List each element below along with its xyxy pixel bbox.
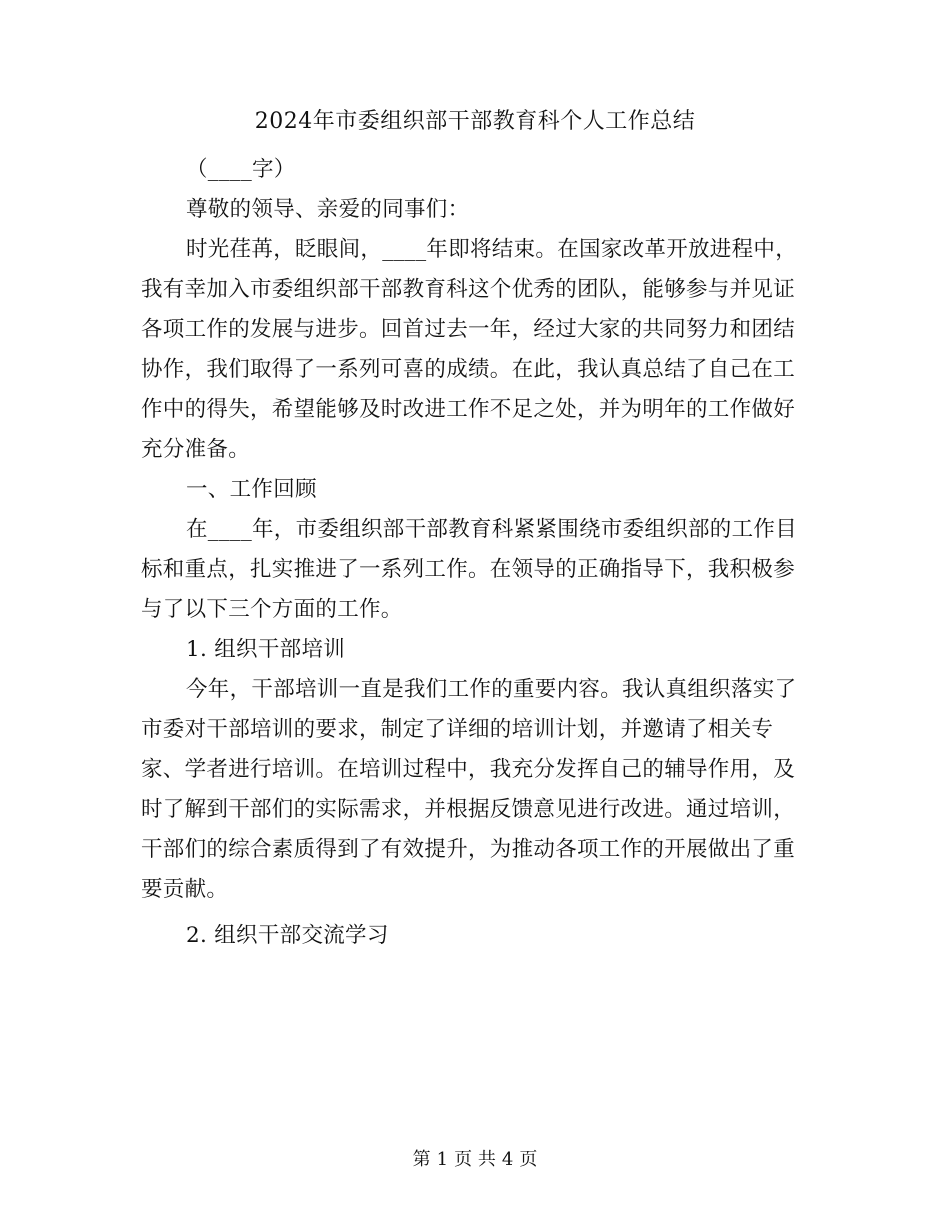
intro-paragraph: 时光荏苒，眨眼间，____年即将结束。在国家改革开放进程中，我有幸加入市委组织部干部教育科这个优秀的团队，能够参与并见证各项工作的发展与进步。回首过去一年，经过大家的共同努力和团结协作，我们取得了一系列可喜的成绩。在此，我认真总结了自己在工作中的得失，希望能够及时改进工作不足之处，并为明年的工作做好充分准备。	[141, 237, 798, 462]
subheading-training: 1. 组织干部培训	[186, 637, 346, 662]
document-body	[141, 150, 801, 956]
review-paragraph: 在____年，市委组织部干部教育科紧紧围绕市委组织部的工作目标和重点，扎实推进了一系列工作。在领导的正确指导下，我积极参与了以下三个方面的工作。	[141, 517, 798, 622]
page-footer	[0, 1146, 950, 1174]
document-title: 2024年市委组织部干部教育科个人工作总结	[254, 109, 696, 134]
salutation: 尊敬的领导、亲爱的同事们：	[186, 197, 470, 222]
section-heading-review: 一、工作回顾	[186, 477, 317, 502]
footer-total-pages: 4	[501, 1149, 514, 1170]
footer-suffix: 页	[519, 1149, 538, 1170]
training-paragraph: 今年，干部培训一直是我们工作的重要内容。我认真组织落实了市委对干部培训的要求，制定了详细的培训计划，并邀请了相关专家、学者进行培训。在培训过程中，我充分发挥自己的辅导作用，及时了解到干部们的实际需求，并根据反馈意见进行改进。通过培训，干部们的综合素质得到了有效提升，为推动各项工作的开展做出了重要贡献。	[141, 677, 797, 902]
footer-prefix: 第	[412, 1149, 431, 1170]
footer-mid: 页 共	[454, 1149, 496, 1170]
word-count-note: （____字）	[186, 157, 296, 182]
footer-page-number: 1	[436, 1149, 449, 1170]
subheading-exchange: 2. 组织干部交流学习	[186, 923, 389, 948]
